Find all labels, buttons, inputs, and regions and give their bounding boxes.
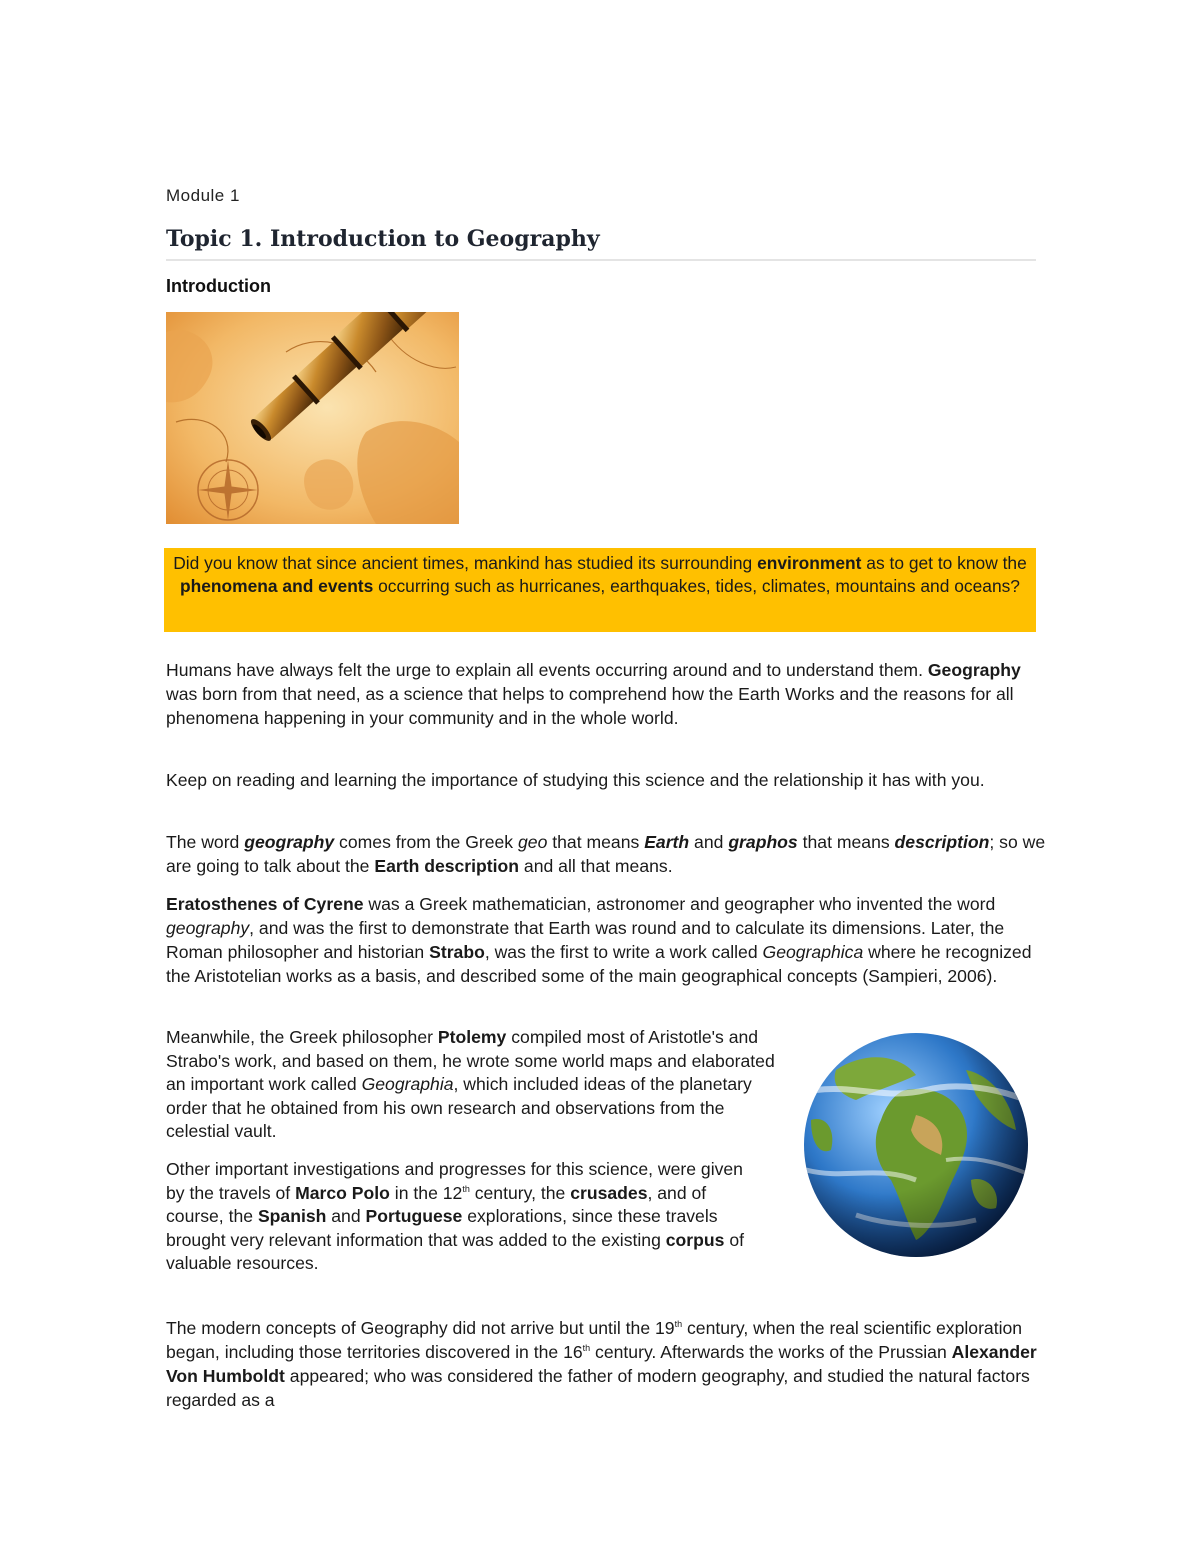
callout-text: Did you know that since ancient times, mankind has studied its surrounding — [173, 553, 758, 573]
para-text: century, the — [469, 1182, 571, 1203]
callout-text: occurring such as hurricanes, earthquakes, tides, climates, mountains and oceans? — [373, 576, 1020, 596]
para-text: , and was the first to demonstrate that Earth was round and to calculate its dimensions. Later, the Roman philosopher and historian — [166, 918, 1005, 962]
para-text: explorations, since these travels brought very relevant information that was added to the existing — [166, 1206, 718, 1250]
paragraph-2 — [166, 768, 1046, 792]
paragraph-5 — [166, 1026, 776, 1144]
para-text: Humans have always felt the urge to explain all events occurring around and to understand them. — [166, 660, 928, 680]
para-text: was a Greek mathematician, astronomer and geographer who invented the word — [363, 894, 996, 914]
para-text: , and of course, the — [166, 1182, 707, 1227]
term-graphos: graphos — [728, 832, 798, 852]
paragraph-4 — [166, 892, 1046, 988]
telescope-illustration-svg — [166, 312, 459, 524]
para-text: and — [326, 1206, 366, 1227]
term-eratosthenes: Eratosthenes of Cyrene — [166, 894, 364, 914]
term-strabo: Strabo — [429, 942, 485, 962]
para-text: in the 12 — [389, 1182, 463, 1203]
paragraph-3 — [166, 830, 1046, 878]
para-text: Other important investigations and progresses for this science, were given by the travels of — [166, 1159, 743, 1203]
section-heading: Introduction — [166, 276, 271, 296]
term-earth: Earth — [644, 832, 690, 852]
paragraph-1 — [166, 658, 1046, 730]
para-text: comes from the Greek — [334, 832, 518, 852]
term-portuguese: Portuguese — [365, 1206, 463, 1227]
para-text: century. Afterwards the works of the Prussian — [590, 1342, 952, 1362]
term-earth-description: Earth description — [374, 856, 520, 876]
para-text: was born from that need, as a science that helps to comprehend how the Earth Works and the reasons for all phenomena happening in your community and in the whole world. — [166, 684, 1014, 728]
page-title: Topic 1. Introduction to Geography — [166, 226, 600, 252]
para-text: compiled most of Aristotle's and Strabo's work, and based on them, he wrote some world maps and elaborated an important work called — [166, 1027, 775, 1095]
term-marco-polo: Marco Polo — [295, 1182, 390, 1203]
para-text: and — [689, 832, 729, 852]
module-label: Module 1 — [166, 186, 240, 205]
para-text: Meanwhile, the Greek philosopher — [166, 1027, 438, 1047]
callout-bold-phenomena: phenomena and events — [180, 576, 374, 596]
term-geo: geo — [518, 832, 548, 852]
para-text: The modern concepts of Geography did not arrive but until the 19 — [166, 1318, 675, 1338]
para-text: where he recognized the Aristotelian works as a basis, and described some of the main geographical concepts (Sampieri, 2006). — [166, 942, 1032, 986]
ordinal-suffix: th — [674, 1319, 683, 1330]
term-geography-italic: geography — [244, 832, 335, 852]
telescope-on-map-image — [166, 312, 459, 524]
earth-globe-image — [796, 1030, 1036, 1260]
para-text: ; so we are going to talk about the — [166, 832, 1046, 876]
globe-illustration-svg — [796, 1030, 1036, 1260]
paragraph-7 — [166, 1316, 1046, 1412]
term-geography-italic: geography — [166, 918, 250, 938]
term-geographica: Geographica — [762, 942, 864, 962]
callout-bold-environment: environment — [757, 553, 862, 573]
term-corpus: corpus — [665, 1229, 725, 1250]
para-text: that means — [547, 832, 645, 852]
term-geographia: Geographia — [361, 1074, 454, 1095]
term-humboldt: Alexander Von Humboldt — [166, 1342, 1037, 1386]
paragraph-6 — [166, 1158, 766, 1276]
term-geography: Geography — [927, 660, 1021, 680]
callout-text: as to get to know the — [861, 553, 1027, 573]
did-you-know-callout — [164, 548, 1036, 632]
title-divider — [166, 259, 1036, 261]
para-text: The word — [166, 832, 245, 852]
term-description: description — [894, 832, 990, 852]
ordinal-suffix: th — [462, 1183, 470, 1194]
para-text: of valuable resources. — [166, 1229, 744, 1274]
para-text: , which included ideas of the planetary order that he obtained from his own research and observations from the celestial vault. — [166, 1074, 752, 1142]
term-spanish: Spanish — [257, 1206, 327, 1227]
para-text: that means — [797, 832, 895, 852]
term-crusades: crusades — [570, 1182, 648, 1203]
para-text: Keep on reading and learning the importance of studying this science and the relationship it has with you. — [166, 770, 985, 790]
term-ptolemy: Ptolemy — [437, 1027, 507, 1047]
ordinal-suffix: th — [582, 1343, 591, 1354]
para-text: , was the first to write a work called — [484, 942, 763, 962]
para-text: appeared; who was considered the father of modern geography, and studied the natural factors regarded as a — [166, 1366, 1030, 1410]
para-text: and all that means. — [519, 856, 673, 876]
para-text: century, when the real scientific exploration began, including those territories discovered in the 16 — [166, 1318, 1023, 1362]
